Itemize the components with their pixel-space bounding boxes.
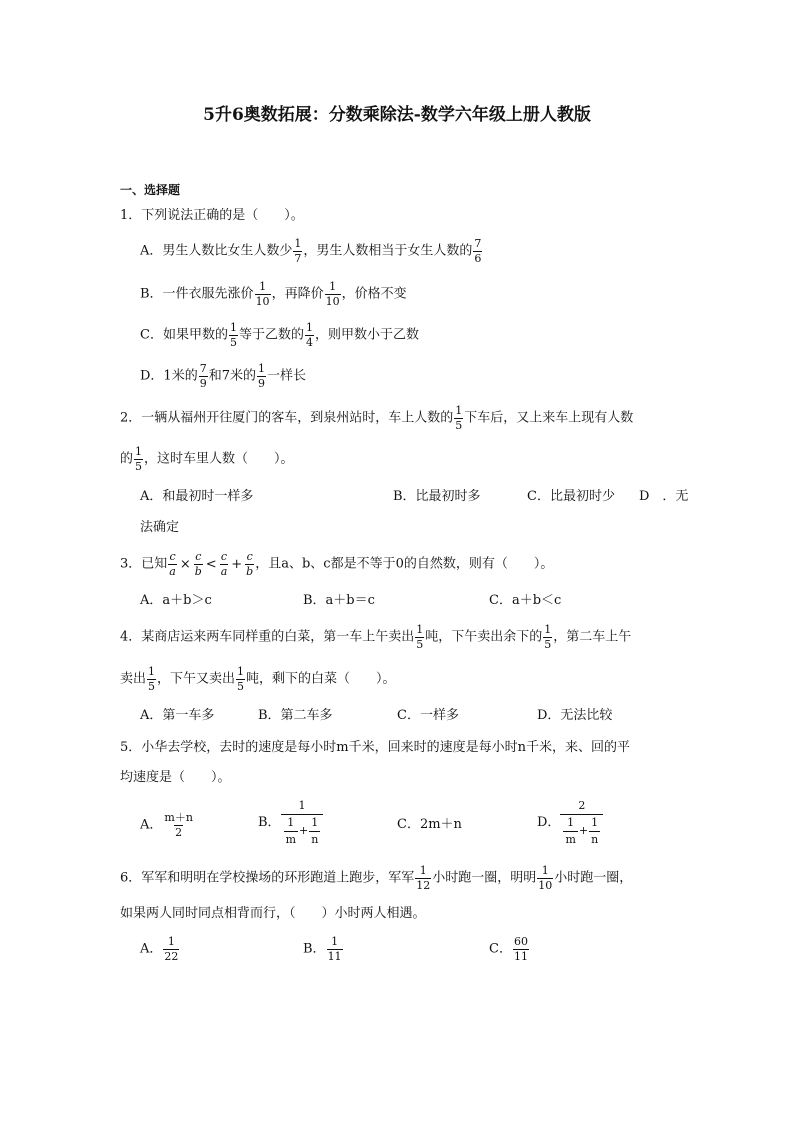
stem-text: 的: [120, 451, 134, 467]
option-text: 和7米的: [208, 368, 256, 384]
numerator: c: [195, 550, 202, 563]
numerator: 1: [591, 816, 599, 830]
denominator: [281, 814, 324, 845]
denominator: 22: [164, 949, 179, 963]
question-1-stem: 1．下列说法正确的是（ ）。: [120, 208, 304, 223]
numerator: 1: [298, 799, 306, 812]
option-text: ，则甲数小于乙数: [314, 327, 419, 343]
fraction: [163, 812, 194, 838]
denominator: b: [246, 564, 254, 578]
fraction: [305, 322, 314, 348]
denominator: a: [220, 564, 228, 578]
option-label: A．: [140, 941, 163, 957]
question-3-stem: [120, 551, 553, 577]
numerator: 1: [541, 864, 549, 877]
section-heading: 一、选择题: [120, 183, 181, 197]
denominator: 10: [538, 878, 553, 892]
question-2-option-c: C．比最初时少: [527, 489, 615, 504]
question-1-option-d: [140, 363, 306, 389]
denominator: 5: [135, 459, 143, 473]
denominator: 12: [416, 878, 431, 892]
fraction: [236, 666, 245, 692]
stem-text: 下车后，又上来车上现有人数: [464, 410, 634, 426]
option-text: ，男生人数相当于女生人数的: [303, 243, 473, 259]
fraction: [309, 817, 320, 845]
fraction: [163, 936, 179, 962]
fraction: [325, 281, 341, 307]
complex-fraction: [281, 800, 324, 845]
denominator: [560, 814, 603, 845]
numerator: 1: [544, 623, 552, 636]
question-1-option-b: [140, 281, 407, 307]
option-text: 等于乙数的: [238, 327, 304, 343]
less-than-sign: <: [205, 556, 217, 572]
numerator: c: [220, 550, 228, 563]
question-2-stem-line-2: [120, 446, 294, 472]
denominator: 11: [327, 949, 342, 963]
numerator: m＋n: [164, 811, 193, 824]
question-5-stem-line-1: 5．小华去学校，去时的速度是每小时m千米，回来时的速度是每小时n千米，来、回的平: [120, 740, 630, 755]
denominator: 5: [148, 679, 156, 693]
numerator: 1: [567, 816, 575, 830]
numerator: 1: [416, 623, 424, 636]
fraction: [415, 624, 424, 650]
numerator: 1: [167, 935, 175, 948]
question-6-stem-line-2: 如果两人同时同点相背而行，（ ）小时两人相遇。: [120, 906, 426, 921]
numerator: c: [169, 550, 176, 563]
question-1-option-c: [140, 322, 419, 348]
stem-text: 4．某商店运来两车同样重的白菜，第一车上午卖出: [120, 629, 415, 645]
question-4-stem-line-1: [120, 624, 631, 650]
denominator: 2: [175, 825, 183, 839]
stem-text: 卖出: [120, 671, 147, 687]
stem-text: ，且a、b、c都是不等于0的自然数，则有（ ）。: [255, 556, 554, 572]
question-6-option-c: [489, 936, 530, 962]
denominator: 5: [544, 637, 552, 651]
option-label: A．: [140, 817, 163, 833]
stem-text: ，下午又卖出: [157, 671, 236, 687]
fraction: [537, 865, 553, 891]
denominator: 5: [237, 679, 245, 693]
question-2-stem-line-1: [120, 405, 633, 431]
denominator: n: [591, 832, 599, 846]
question-2-option-b: B．比最初时多: [393, 489, 481, 504]
numerator: 1: [294, 237, 302, 250]
question-5-option-a: [140, 812, 195, 838]
fraction: [134, 446, 143, 472]
denominator: 5: [416, 637, 424, 651]
numerator: 1: [329, 280, 337, 293]
numerator: 1: [455, 404, 463, 417]
stem-text: 小时跑一圈，明明: [432, 870, 537, 886]
fraction: [473, 238, 482, 264]
option-text: D．1米的: [140, 368, 198, 384]
stem-text: ，第二车上午: [553, 629, 632, 645]
option-text: ，价格不变: [341, 286, 407, 302]
numerator: 1: [305, 321, 313, 334]
option-text: C．如果甲数的: [140, 327, 228, 343]
question-4-option-c: C．一样多: [397, 708, 459, 723]
denominator: b: [194, 564, 202, 578]
stem-text: 吨，剩下的白菜（ ）。: [246, 671, 396, 687]
question-2-option-a: A．和最初时一样多: [140, 489, 254, 504]
question-6-option-b: [303, 936, 344, 962]
denominator: 5: [229, 335, 237, 349]
denominator: 9: [257, 376, 265, 390]
question-3-option-a: A．a＋b＞c: [140, 593, 212, 608]
denominator: 7: [294, 251, 302, 265]
fraction: [563, 817, 577, 845]
question-3-option-b: B．a＋b＝c: [303, 593, 375, 608]
fraction: [589, 817, 600, 845]
numerator: 1: [148, 665, 156, 678]
question-2-option-d-continued: 法确定: [140, 520, 180, 535]
numerator: 1: [135, 445, 143, 458]
numerator: 1: [237, 665, 245, 678]
numerator: 1: [419, 864, 427, 877]
question-4-option-d: D．无法比较: [537, 708, 613, 723]
question-5-option-d: [537, 800, 603, 845]
numerator: 1: [311, 816, 319, 830]
question-5-stem-line-2: 均速度是（ ）。: [120, 770, 231, 785]
times-sign: ×: [179, 556, 191, 572]
stem-text: ，这时车里人数（ ）。: [144, 451, 294, 467]
plus-sign: +: [578, 824, 589, 838]
fraction: [168, 551, 177, 577]
denominator: 10: [325, 294, 340, 308]
numerator: c: [246, 550, 253, 563]
denominator: a: [169, 564, 176, 578]
fraction: [229, 322, 238, 348]
denominator: n: [311, 832, 319, 846]
denominator: 11: [513, 949, 528, 963]
fraction: [543, 624, 552, 650]
question-6-stem-line-1: [120, 865, 632, 891]
denominator: 4: [305, 335, 313, 349]
numerator: 1: [331, 935, 339, 948]
option-text: A．男生人数比女生人数少: [140, 243, 293, 259]
option-text: 一样长: [266, 368, 306, 384]
numerator: 1: [259, 280, 267, 293]
fraction: [284, 817, 298, 845]
question-1-option-a: [140, 238, 483, 264]
fraction: [454, 405, 463, 431]
numerator: 7: [199, 362, 207, 375]
numerator: 60: [513, 935, 528, 948]
fraction: [257, 363, 266, 389]
fraction: [147, 666, 156, 692]
numerator: 1: [257, 362, 265, 375]
plus-sign: +: [299, 824, 309, 838]
plus-sign: +: [231, 556, 243, 572]
fraction: [255, 281, 271, 307]
stem-text: 6．军军和明明在学校操场的环形跑道上跑步，军军: [120, 870, 415, 886]
question-6-option-a: [140, 936, 180, 962]
denominator: 10: [255, 294, 270, 308]
option-label: D．: [537, 815, 561, 831]
option-label: B．: [258, 815, 281, 831]
numerator: 1: [287, 816, 295, 830]
fraction: [199, 363, 208, 389]
stem-text: 吨，下午卖出余下的: [425, 629, 543, 645]
fraction: [327, 936, 343, 962]
stem-text: 3．已知: [120, 556, 168, 572]
numerator: 1: [229, 321, 237, 334]
question-4-option-a: A．第一车多: [140, 708, 215, 723]
stem-text: 2．一辆从福州开往厦门的客车，到泉州站时，车上人数的: [120, 410, 454, 426]
denominator: m: [565, 832, 576, 846]
denominator: 5: [455, 418, 463, 432]
fraction: [415, 865, 431, 891]
numerator: 2: [578, 799, 586, 812]
fraction: [245, 551, 254, 577]
question-4-stem-line-2: [120, 666, 396, 692]
denominator: 6: [474, 251, 482, 265]
page-title: 5升6奥数拓展：分数乘除法-数学六年级上册人教版: [203, 105, 591, 125]
fraction: [194, 551, 203, 577]
fraction: [513, 936, 529, 962]
denominator: 9: [199, 376, 207, 390]
question-5-option-c: C．2m＋n: [397, 817, 462, 832]
question-3-option-c: C．a＋b＜c: [489, 593, 562, 608]
option-text: B．一件衣服先涨价: [140, 286, 254, 302]
question-5-option-b: [258, 800, 323, 845]
question-4-option-b: B．第二车多: [258, 708, 333, 723]
fraction: [293, 238, 302, 264]
denominator: m: [285, 832, 296, 846]
question-2-option-d: D ．无: [639, 489, 689, 504]
option-text: ，再降价: [271, 286, 324, 302]
option-label: B．: [303, 941, 326, 957]
fraction: [220, 551, 229, 577]
complex-fraction: [560, 800, 603, 845]
numerator: 7: [474, 237, 482, 250]
stem-text: 小时跑一圈，: [554, 870, 633, 886]
option-label: C．: [489, 941, 512, 957]
